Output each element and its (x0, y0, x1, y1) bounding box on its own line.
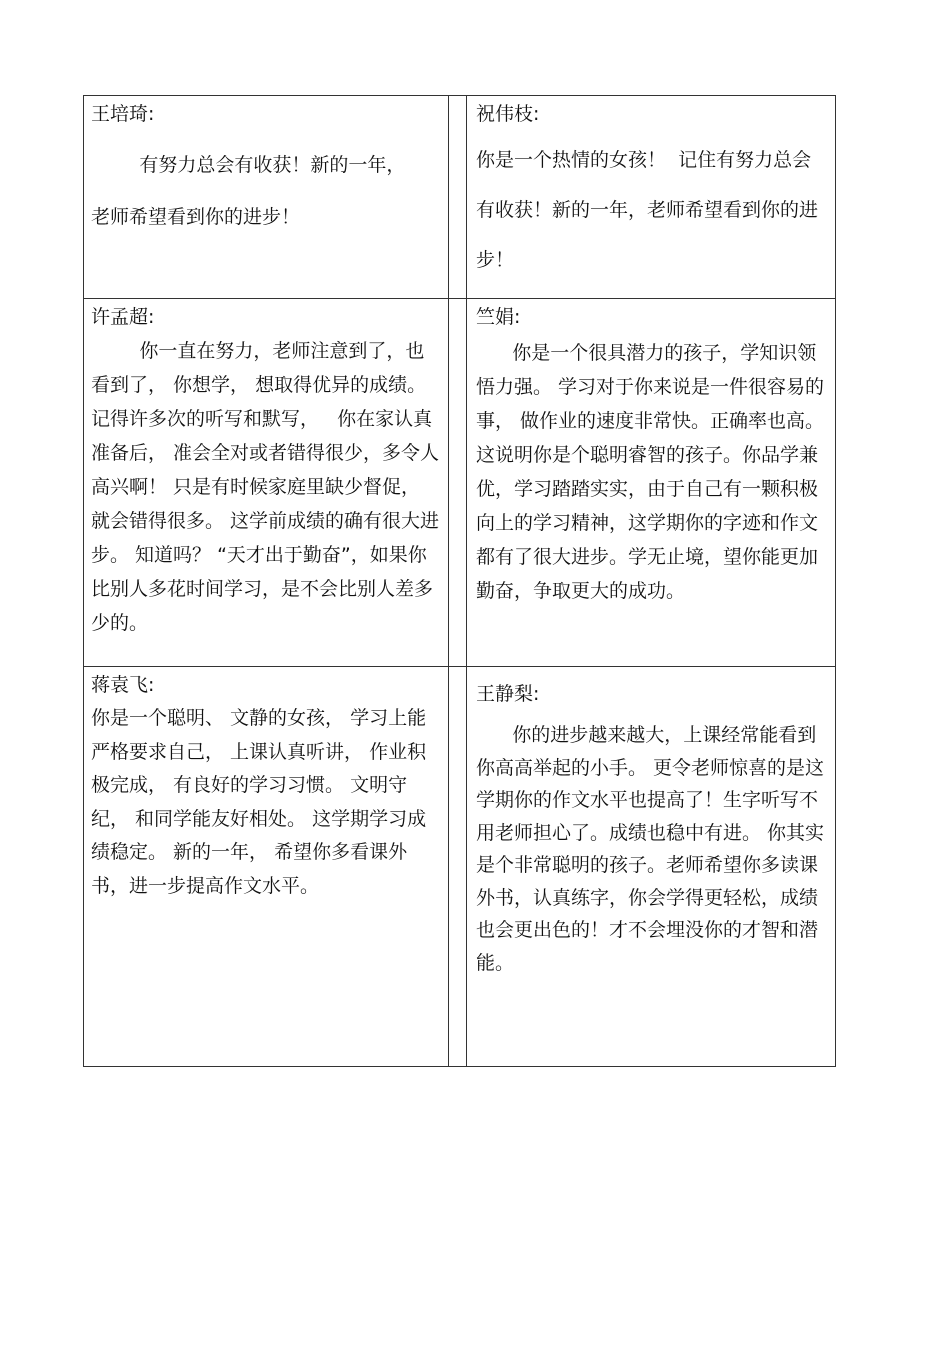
comment-text: 你一直在努力，老师注意到了，也看到了， 你想学， 想取得优异的成绩。记得许多次的听写和默写， 你在家认真准备后， 准会全对或者错得很少，多令人高兴啊！ 只是有时候家庭里缺少督促， 就会错得很多。 这学前成绩的确有很大进步。 知道吗？ “天才出于勤奋”，如果你比别人多花时间学习，是不会比别人差多少的。 (91, 340, 440, 634)
student-name: 蒋袁飞: (91, 674, 155, 696)
gap-column (449, 96, 467, 299)
comment-cell (467, 96, 836, 299)
comment-text: 你是一个很具潜力的孩子，学知识领悟力强。 学习对于你来说是一件很容易的事， 做作业的速度非常快。正确率也高。 这说明你是个聪明睿智的孩子。你品学兼优，学习踏踏实实，由于自己有一颗积极向上的学习精神，这学期你的字迹和作文都有了很大进步。学无止境，望你能更加勤奋，争取更大的成功。 (476, 342, 831, 602)
gap-column (449, 299, 467, 667)
table-row (84, 96, 836, 299)
comment-text: 你的进步越来越大，上课经常能看到你高高举起的小手。 更令老师惊喜的是这学期你的作文水平也提高了！生字听写不用老师担心了。成绩也稳中有进。 你其实是个非常聪明的孩子。老师希望你多读课外书，认真练字，你会学得更轻松，成绩也会更出色的！才不会埋没你的才智和潜能。 (476, 724, 825, 974)
student-name: 许孟超: (91, 306, 155, 328)
student-name: 祝伟枝: (476, 103, 540, 125)
comment-text: 你是一个聪明、 文静的女孩， 学习上能严格要求自己， 上课认真听讲， 作业积极完成， 有良好的学习习惯。 文明守纪， 和同学能友好相处。 这学期学习成绩稳定。 新的一年， 希望你多看课外书，进一步提高作文水平。 (91, 707, 427, 897)
comment-cell (84, 96, 449, 299)
comment-cell (84, 667, 449, 1067)
gap-column (449, 667, 467, 1067)
table-row (84, 299, 836, 667)
comment-cell (467, 667, 836, 1067)
comment-cell (467, 299, 836, 667)
comment-cell (84, 299, 449, 667)
table-row (84, 667, 836, 1067)
student-name: 竺娟: (476, 306, 521, 328)
student-comments-table (83, 95, 836, 1067)
student-name: 王培琦: (91, 103, 155, 125)
student-name: 王静梨: (476, 683, 540, 705)
comment-text: 你是一个热情的女孩！ 记住有努力总会有收获！新的一年，老师希望看到你的进步！ (476, 149, 819, 271)
comment-text: 有努力总会有收获！新的一年， 老师希望看到你的进步！ (91, 154, 406, 228)
